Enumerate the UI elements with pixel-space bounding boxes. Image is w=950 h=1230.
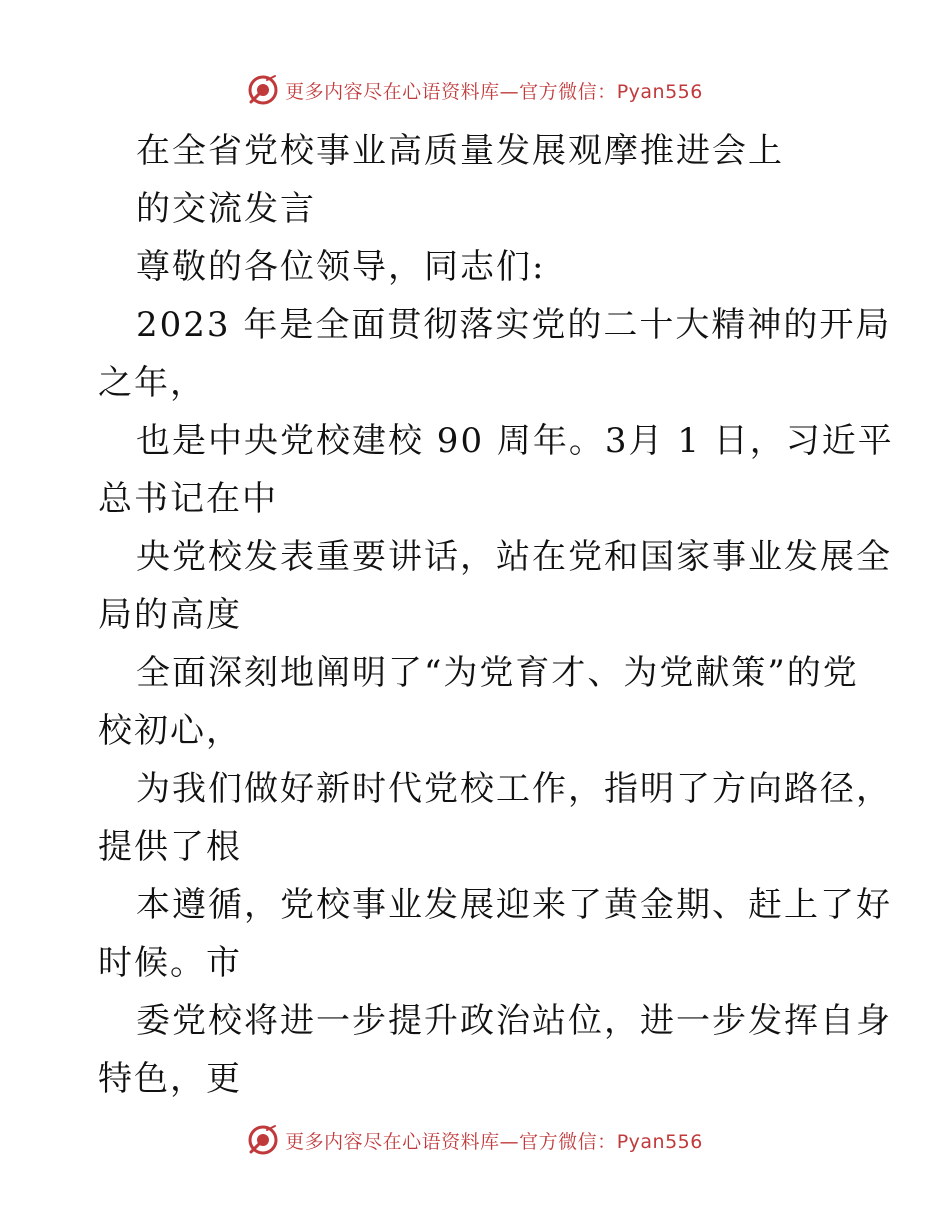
footer-banner [0,1120,950,1160]
body-line: 也是中央党校建校 90 周年。3月 1 日，习近平 [136,421,894,461]
body-line: 2023 年是全面贯彻落实党的二十大精神的开局 [136,305,892,345]
body-line: 全面深刻地阐明了“为党育才、为党献策”的党 [136,653,859,693]
pen-logo-icon [247,74,279,106]
body-line: 总书记在中 [98,479,278,519]
body-line: 之年， [98,363,206,403]
wechat-id: Pyan556 [616,80,703,103]
body-line: 局的高度 [98,595,242,635]
banner-text: 更多内容尽在心语资料库—官方微信：Pyan556 [285,1130,703,1153]
body-line: 提供了根 [98,827,242,867]
header-banner [0,70,950,110]
body-line: 时候。市 [98,943,242,983]
body-line: 为我们做好新时代党校工作，指明了方向路径， [136,769,892,809]
body-line: 央党校发表重要讲话，站在党和国家事业发展全 [136,537,892,577]
document-body [98,122,894,1108]
pen-logo-icon [247,1124,279,1156]
body-line: 特色，更 [98,1059,242,1099]
body-line: 委党校将进一步提升政治站位，进一步发挥自身 [136,1001,892,1041]
doc-title-line-2: 的交流发言 [136,189,316,229]
banner-text: 更多内容尽在心语资料库—官方微信：Pyan556 [285,80,703,103]
wechat-id: Pyan556 [616,1130,703,1153]
body-line: 本遵循，党校事业发展迎来了黄金期、赶上了好 [136,885,892,925]
doc-title-line-1: 在全省党校事业高质量发展观摩推进会上 [136,131,784,171]
salutation: 尊敬的各位领导，同志们: [136,247,546,287]
body-line: 校初心， [98,711,242,751]
